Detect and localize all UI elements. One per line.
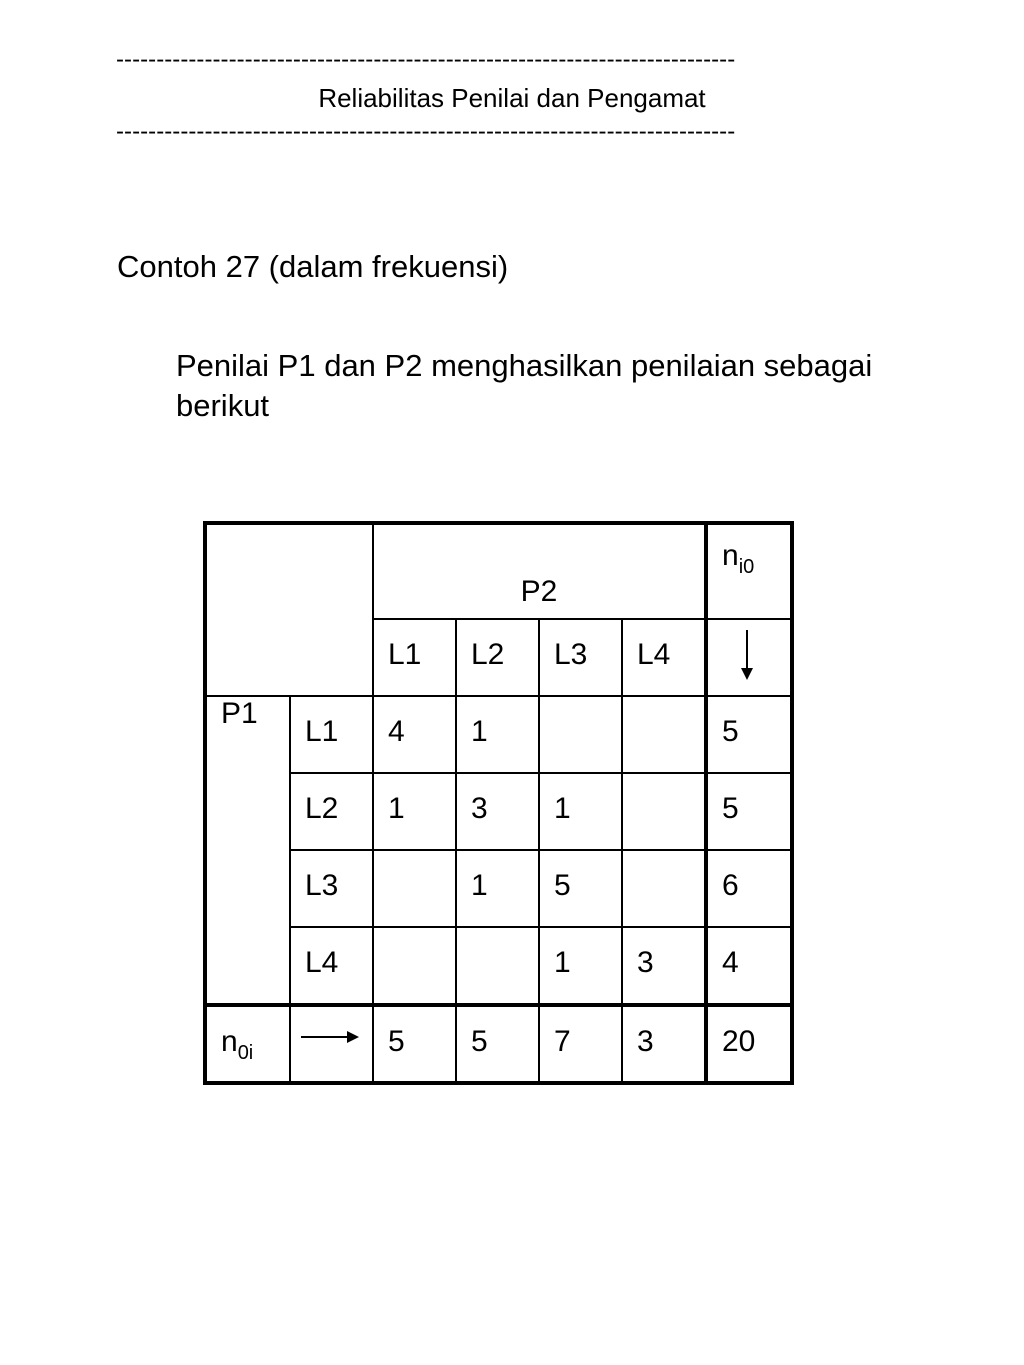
table-row	[205, 696, 792, 773]
table-cell	[539, 696, 622, 773]
table-cell: 3	[622, 927, 706, 1005]
right-arrow-icon	[301, 1027, 361, 1047]
column-total-cell: 7	[539, 1005, 622, 1083]
column-header: L3	[539, 619, 622, 696]
table-header-row	[205, 523, 792, 619]
row-total-label: $n_{i0}$	[722, 539, 755, 578]
table-cell	[373, 927, 456, 1005]
table-cell	[622, 850, 706, 927]
p2-header-cell	[373, 523, 706, 619]
row-label: L2	[290, 773, 373, 850]
table-cell	[373, 850, 456, 927]
column-header: L2	[456, 619, 539, 696]
row-total-header-cell	[706, 523, 792, 619]
row-total-cell: 4	[706, 927, 792, 1005]
down-arrow-cell	[706, 619, 792, 696]
p1-header-cell	[205, 696, 290, 1005]
row-label: L4	[290, 927, 373, 1005]
column-header: L4	[622, 619, 706, 696]
header-top-divider: -----------------------------------------------------------------------------	[116, 48, 736, 72]
p1-label: P1	[221, 697, 258, 730]
row-label: L3	[290, 850, 373, 927]
header-title: Reliabilitas Penilai dan Pengamat	[318, 83, 706, 113]
table-row	[205, 773, 792, 850]
down-arrow-icon	[737, 630, 757, 680]
grand-total-cell: 20	[706, 1005, 792, 1083]
column-header: L1	[373, 619, 456, 696]
p2-label: P2	[520, 575, 558, 608]
column-totals-row	[205, 1005, 792, 1083]
row-label: L1	[290, 696, 373, 773]
row-total-cell: 6	[706, 850, 792, 927]
column-total-cell: 5	[373, 1005, 456, 1083]
right-arrow-cell	[290, 1005, 373, 1083]
table-cell: 1	[456, 696, 539, 773]
column-total-label-cell	[205, 1005, 290, 1083]
column-total-cell: 3	[622, 1005, 706, 1083]
table-cell: 1	[373, 773, 456, 850]
table-row	[205, 927, 792, 1005]
table-cell: 1	[456, 850, 539, 927]
table-row	[205, 850, 792, 927]
table-cell: 5	[539, 850, 622, 927]
table-cell: 3	[456, 773, 539, 850]
header-bottom-divider: -----------------------------------------------------------------------------	[116, 120, 736, 144]
frequency-table	[203, 521, 794, 1085]
table-cell	[456, 927, 539, 1005]
intro-paragraph: Penilai P1 dan P2 menghasilkan penilaian sebagai berikut	[176, 348, 873, 423]
table-cell	[622, 696, 706, 773]
row-total-cell: 5	[706, 696, 792, 773]
table-cell	[622, 773, 706, 850]
row-total-cell: 5	[706, 773, 792, 850]
column-total-cell: 5	[456, 1005, 539, 1083]
table-cell: 1	[539, 927, 622, 1005]
column-total-label: $n_{0i}$	[221, 1025, 254, 1064]
corner-cell	[205, 523, 373, 696]
example-title: Contoh 27 (dalam frekuensi)	[117, 249, 509, 284]
table-cell: 4	[373, 696, 456, 773]
table-cell: 1	[539, 773, 622, 850]
